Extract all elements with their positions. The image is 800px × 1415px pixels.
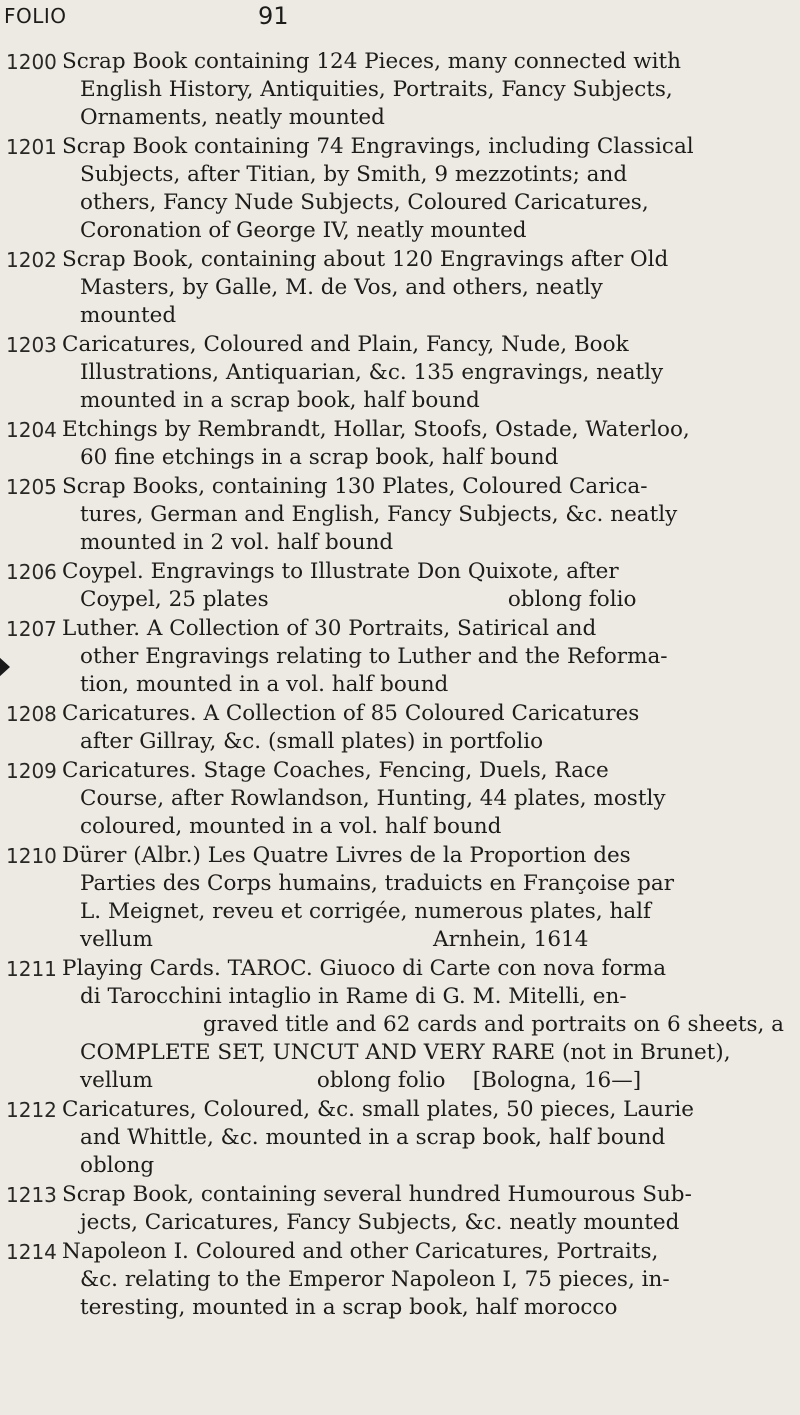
lot-description-line: tures, German and English, Fancy Subjects, &c. neatly	[80, 502, 678, 527]
lot-number: 1209	[6, 759, 57, 783]
lot-entry	[0, 246, 800, 330]
lot-description-line: di Tarocchini intaglio in Rame di G. M. Mitelli, en-	[80, 984, 627, 1009]
lot-description-line: graved title and 62 cards and portraits on 6 sheets, a	[202, 1012, 784, 1037]
lot-entry	[0, 473, 800, 557]
lot-number: 1213	[6, 1183, 57, 1207]
lot-description-line: Masters, by Galle, M. de Vos, and others, neatly	[80, 275, 603, 300]
lot-description-line: mounted	[80, 303, 177, 328]
lot-description-line: &c. relating to the Emperor Napoleon I, 75 pieces, in-	[80, 1267, 670, 1292]
lot-number: 1201	[6, 135, 57, 159]
lot-entry	[0, 615, 800, 699]
lot-description	[62, 473, 784, 557]
lot-description-line: Course, after Rowlandson, Hunting, 44 plates, mostly	[80, 786, 666, 811]
lot-description-line: Coypel. Engravings to Illustrate Don Quixote, after	[62, 559, 619, 584]
lot-description-line: teresting, mounted in a scrap book, half morocco	[80, 1295, 618, 1320]
lot-description	[62, 416, 784, 472]
lot-description	[62, 757, 784, 841]
lot-description	[62, 133, 784, 245]
lot-description-line: Scrap Books, containing 130 Plates, Coloured Carica-	[62, 474, 648, 499]
lot-description-line: Scrap Book containing 124 Pieces, many connected with	[62, 49, 681, 74]
lot-number: 1211	[6, 957, 57, 981]
lot-description-line: COMPLETE SET, UNCUT AND VERY RARE (not in Brunet),	[80, 1040, 731, 1065]
lot-number: 1206	[6, 560, 57, 584]
lot-description-line: Napoleon I. Coloured and other Caricatures, Portraits,	[62, 1239, 659, 1264]
lot-description-line: L. Meignet, reveu et corrigée, numerous plates, half	[80, 899, 652, 924]
lot-description-line: vellum Arnhein, 1614	[80, 927, 589, 952]
lot-description	[62, 842, 784, 954]
lot-description-line: Caricatures. Stage Coaches, Fencing, Duels, Race	[62, 758, 609, 783]
lot-entry	[0, 1238, 800, 1322]
lot-description-line: Scrap Book, containing several hundred Humourous Sub-	[62, 1182, 692, 1207]
lot-entry	[0, 48, 800, 132]
lot-description	[62, 955, 784, 1095]
page-header	[0, 4, 800, 44]
lot-description	[62, 331, 784, 415]
lot-description-line: Subjects, after Titian, by Smith, 9 mezzotints; and	[80, 162, 628, 187]
lot-description-line: tion, mounted in a vol. half bound	[80, 672, 449, 697]
lot-description-line: Luther. A Collection of 30 Portraits, Satirical and	[62, 616, 597, 641]
lot-entry	[0, 955, 800, 1095]
lot-description	[62, 558, 784, 614]
lot-number: 1204	[6, 418, 57, 442]
lot-number: 1210	[6, 844, 57, 868]
lot-entry	[0, 558, 800, 614]
lot-description-line: vellum oblong folio [Bologna, 16—]	[80, 1068, 642, 1093]
lot-description-line: mounted in a scrap book, half bound	[80, 388, 480, 413]
lot-list	[0, 48, 800, 1323]
lot-description-line: Parties des Corps humains, traduicts en Françoise par	[80, 871, 675, 896]
lot-description-line: Scrap Book, containing about 120 Engravings after Old	[62, 247, 669, 272]
lot-description-line: jects, Caricatures, Fancy Subjects, &c. neatly mounted	[80, 1210, 680, 1235]
lot-description	[62, 1096, 784, 1180]
lot-description	[62, 48, 784, 132]
lot-description-line: oblong	[80, 1153, 155, 1178]
lot-number: 1200	[6, 50, 57, 74]
lot-description-line: 60 fine etchings in a scrap book, half bound	[80, 445, 559, 470]
lot-entry	[0, 133, 800, 245]
lot-entry	[0, 331, 800, 415]
lot-number: 1214	[6, 1240, 57, 1264]
lot-description	[62, 1181, 784, 1237]
lot-description-line: Coronation of George IV, neatly mounted	[80, 218, 527, 243]
lot-entry	[0, 842, 800, 954]
lot-description-line: Scrap Book containing 74 Engravings, including Classical	[62, 134, 694, 159]
lot-description	[62, 246, 784, 330]
lot-number: 1212	[6, 1098, 57, 1122]
lot-description-line: Ornaments, neatly mounted	[80, 105, 385, 130]
page-number: 91	[258, 2, 289, 30]
lot-description	[62, 1238, 784, 1322]
lot-number: 1208	[6, 702, 57, 726]
lot-entry	[0, 416, 800, 472]
lot-description-line: Playing Cards. TAROC. Giuoco di Carte con nova forma	[62, 956, 667, 981]
lot-description-line: after Gillray, &c. (small plates) in portfolio	[80, 729, 544, 754]
lot-number: 1203	[6, 333, 57, 357]
lot-description-line: Illustrations, Antiquarian, &c. 135 engravings, neatly	[80, 360, 664, 385]
lot-entry	[0, 1096, 800, 1180]
folio-label: FOLIO	[4, 4, 67, 28]
lot-entry	[0, 757, 800, 841]
lot-entry	[0, 700, 800, 756]
lot-number: 1207	[6, 617, 57, 641]
lot-description-line: Etchings by Rembrandt, Hollar, Stoofs, Ostade, Waterloo,	[62, 417, 690, 442]
lot-entry	[0, 1181, 800, 1237]
lot-number: 1202	[6, 248, 57, 272]
lot-description-line: Coypel, 25 plates oblong folio	[80, 587, 637, 612]
lot-description-line: mounted in 2 vol. half bound	[80, 530, 394, 555]
lot-description-line: Caricatures, Coloured, &c. small plates, 50 pieces, Laurie	[62, 1097, 695, 1122]
lot-description-line: other Engravings relating to Luther and the Reforma-	[80, 644, 668, 669]
lot-description	[62, 700, 784, 756]
lot-description-line: and Whittle, &c. mounted in a scrap book, half bound	[80, 1125, 666, 1150]
lot-description-line: Dürer (Albr.) Les Quatre Livres de la Proportion des	[62, 843, 631, 868]
lot-description-line: coloured, mounted in a vol. half bound	[80, 814, 502, 839]
lot-description-line: others, Fancy Nude Subjects, Coloured Caricatures,	[80, 190, 649, 215]
lot-description-line: English History, Antiquities, Portraits, Fancy Subjects,	[80, 77, 673, 102]
lot-number: 1205	[6, 475, 57, 499]
lot-description-line: Caricatures, Coloured and Plain, Fancy, Nude, Book	[62, 332, 629, 357]
lot-description-line: Caricatures. A Collection of 85 Coloured Caricatures	[62, 701, 640, 726]
lot-description	[62, 615, 784, 699]
